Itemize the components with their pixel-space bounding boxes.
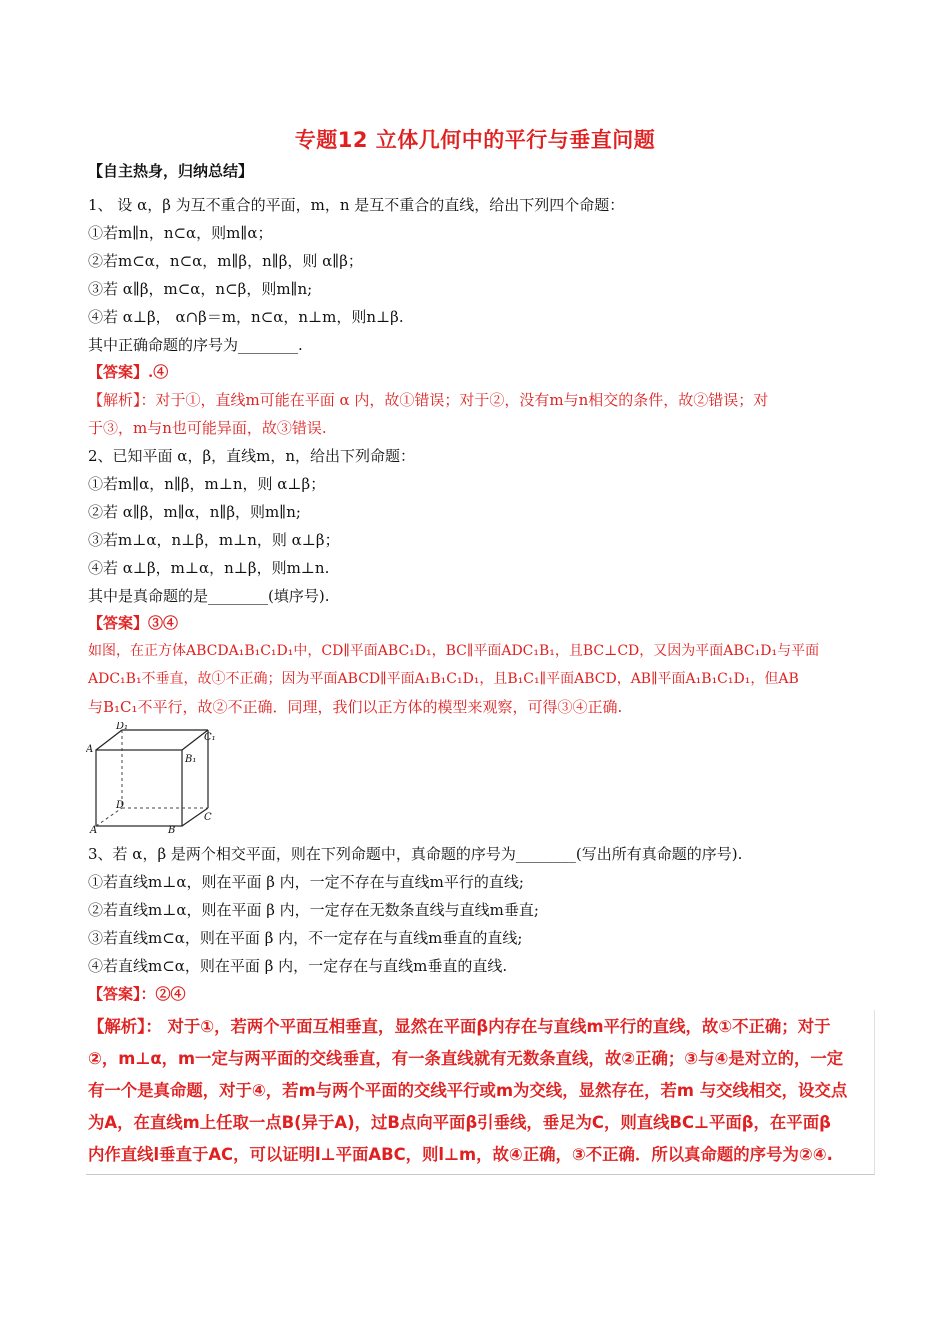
q2-ask: 其中是真命题的是________(填序号). — [88, 587, 330, 605]
q3-item-4: ④若直线m⊂α，则在平面 β 内，一定存在与直线m垂直的直线. — [88, 957, 508, 975]
label-c: C — [204, 812, 212, 823]
q2-analysis-line-2: ADC₁B₁不垂直，故①不正确；因为平面ABCD∥平面A₁B₁C₁D₁，且B₁C₁∥平面ABCD，AB∥平面A₁B₁C₁D₁，但AB — [88, 671, 799, 687]
label-c1: C₁ — [204, 732, 216, 743]
q2-item-2: ②若 α∥β，m∥α，n∥β，则m∥n; — [88, 503, 301, 521]
label-d: D — [116, 800, 125, 811]
cube-edge-ad1 — [96, 730, 122, 750]
label-b: B — [168, 825, 176, 834]
label-a-bottom: A — [90, 825, 98, 834]
page-title: 专题12 立体几何中的平行与垂直问题 — [294, 128, 656, 152]
q3-analysis-line-5: 内作直线l垂直于AC，可以证明l⊥平面ABC，则l⊥m，故④正确，③不正确．所以真命题的序号为②④. — [88, 1145, 833, 1164]
q3-stem: 3、若 α，β 是两个相交平面，则在下列命题中，真命题的序号为________(写出所有真命题的序号). — [88, 845, 743, 863]
q2-analysis-line-3: 与B₁C₁不平行，故②不正确．同理，我们以正方体的模型来观察，可得③④正确. — [88, 698, 623, 716]
q2-item-1: ①若m∥α，n∥β，m⊥n，则 α⊥β； — [88, 475, 326, 493]
cube-diagram — [86, 722, 216, 834]
q3-item-3: ③若直线m⊂α，则在平面 β 内，不一定存在与直线m垂直的直线; — [88, 929, 523, 947]
cube-figure — [86, 722, 216, 834]
q2-stem: 2、已知平面 α，β，直线m，n，给出下列命题： — [88, 447, 415, 465]
q3-analysis-line-2: ②，m⊥α，m一定与两平面的交线垂直，有一条直线就有无数条直线，故②正确；③与④是对立的，一定 — [88, 1049, 844, 1068]
label-a-top: A — [86, 744, 94, 755]
q1-analysis-line-1: 【解析】：对于①，直线m可能在平面 α 内，故①错误；对于②，没有m与n相交的条件，故②错误；对 — [88, 391, 769, 409]
q3-analysis-line-1: 【解析】： 对于①，若两个平面互相垂直，显然在平面β内存在与直线m平行的直线，故①不正确；对于 — [88, 1017, 831, 1036]
q3-item-1: ①若直线m⊥α，则在平面 β 内，一定不存在与直线m平行的直线; — [88, 873, 524, 891]
q1-item-3: ③若 α∥β，m⊂α，n⊂β，则m∥n; — [88, 280, 313, 298]
label-d1: D₁ — [116, 722, 129, 732]
q3-analysis-line-3: 有一个是真命题，对于④，若m与两个平面的交线平行或m为交线，显然存在，若m 与交线相交，设交点 — [88, 1081, 848, 1100]
q1-item-1: ①若m∥n，n⊂α，则m∥α； — [88, 224, 273, 242]
q2-analysis-line-1: 如图，在正方体ABCDA₁B₁C₁D₁中，CD∥平面ABC₁D₁，BC∥平面ADC₁B₁，且BC⊥CD，又因为平面ABC₁D₁与平面 — [88, 643, 820, 659]
q1-answer: 【答案】.④ — [88, 363, 169, 381]
q1-stem: 1、 设 α，β 为互不重合的平面，m，n 是互不重合的直线，给出下列四个命题： — [88, 196, 625, 214]
q3-analysis-line-4: 为A，在直线m上任取一点B(异于A)，过B点向平面β引垂线，垂足为C，则直线BC⊥平面β，在平面β — [88, 1113, 831, 1132]
q2-item-3: ③若m⊥α，n⊥β，m⊥n，则 α⊥β； — [88, 531, 340, 549]
q3-item-2: ②若直线m⊥α，则在平面 β 内，一定存在无数条直线与直线m垂直; — [88, 901, 539, 919]
q1-item-2: ②若m⊂α，n⊂α，m∥β，n∥β，则 α∥β； — [88, 252, 363, 270]
q3-answer: 【答案】：②④ — [88, 985, 186, 1003]
label-b1: B₁ — [185, 754, 197, 765]
q2-answer: 【答案】③④ — [88, 614, 179, 632]
section-heading: 【自主热身，归纳总结】 — [88, 162, 254, 180]
q2-item-4: ④若 α⊥β，m⊥α，n⊥β，则m⊥n. — [88, 559, 330, 577]
q1-item-4: ④若 α⊥β， α∩β＝m，n⊂α，n⊥m，则n⊥β. — [88, 308, 404, 326]
q1-ask: 其中正确命题的序号为________. — [88, 336, 303, 354]
cube-front-face — [96, 750, 182, 826]
q1-analysis-line-2: 于③，m与n也可能异面，故③错误. — [88, 419, 327, 437]
